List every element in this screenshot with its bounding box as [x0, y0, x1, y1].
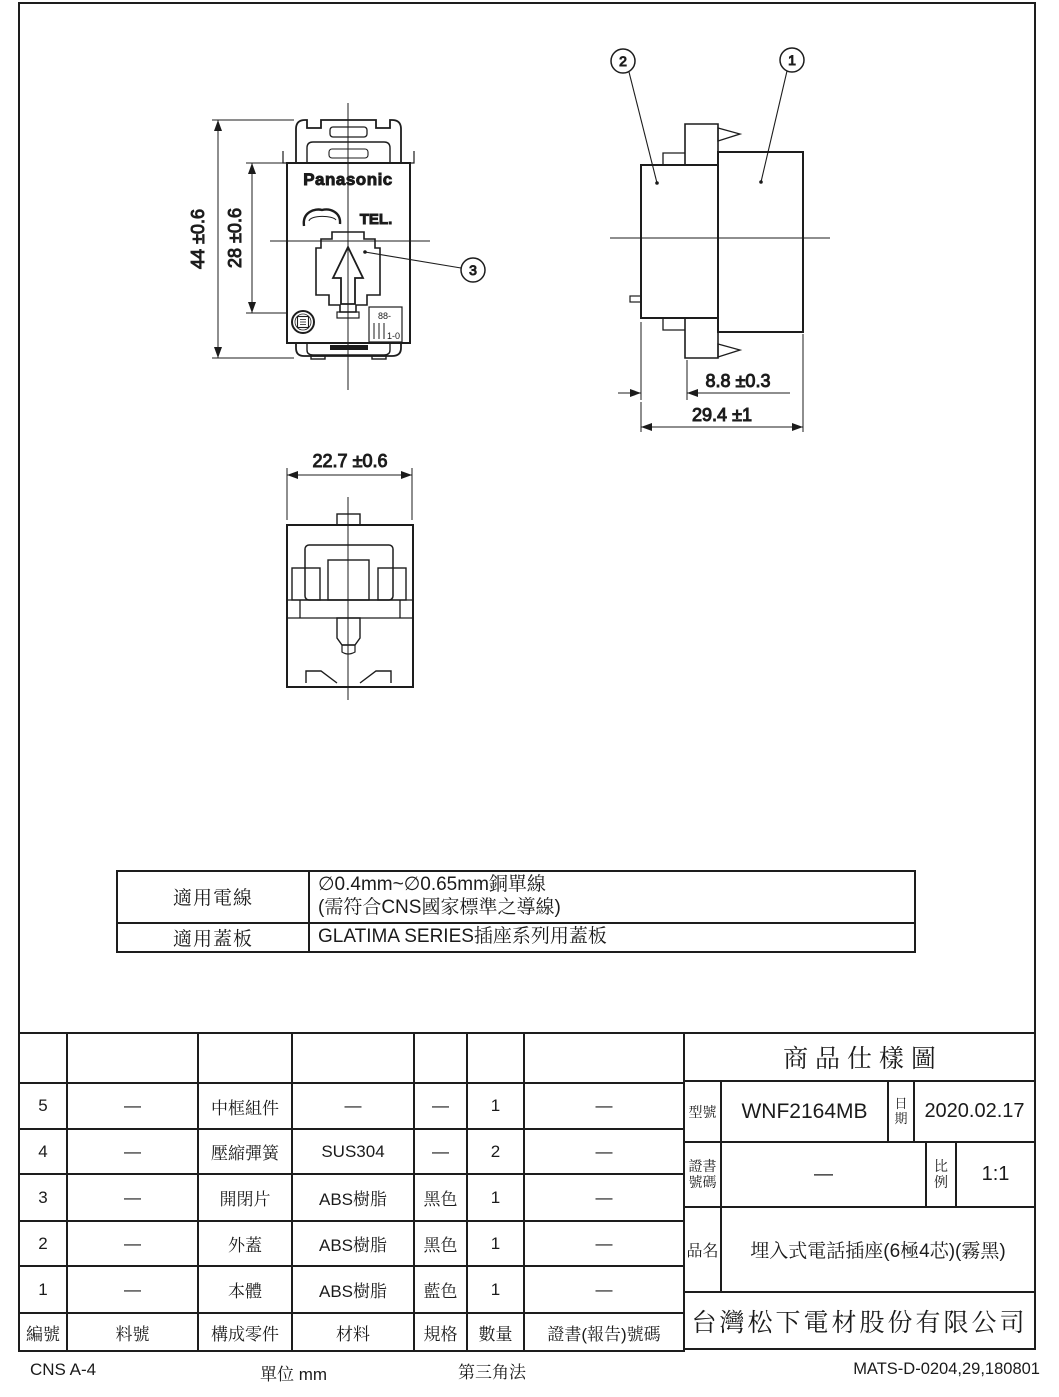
parts-cell: 1	[467, 1083, 524, 1129]
svg-text:88-: 88-	[378, 311, 392, 321]
parts-header-cell: 料號	[67, 1313, 198, 1351]
product-row	[685, 1208, 1034, 1293]
parts-cell: 1	[467, 1174, 524, 1221]
parts-header-cell: 數量	[467, 1313, 524, 1351]
wire-value-line1: ∅0.4mm~∅0.65mm銅單線	[318, 874, 546, 895]
parts-cell: ABS樹脂	[292, 1221, 414, 1266]
svg-text:2: 2	[619, 53, 627, 69]
wire-label: 適用電線	[118, 872, 310, 922]
side-view	[610, 48, 830, 432]
parts-cell: —	[67, 1083, 198, 1129]
parts-cell: 2	[19, 1221, 67, 1266]
parts-cell: 開閉片	[198, 1174, 292, 1221]
parts-cell: SUS304	[292, 1129, 414, 1174]
company-row	[685, 1293, 1034, 1348]
parts-cell: 藍色	[414, 1266, 467, 1313]
application-table	[116, 870, 916, 953]
projection-label: 第三角法	[458, 1363, 526, 1382]
parts-cell	[19, 1033, 67, 1083]
parts-cell: —	[524, 1266, 684, 1313]
parts-row	[19, 1083, 684, 1129]
molded-marking	[369, 307, 402, 342]
parts-cell: —	[414, 1129, 467, 1174]
plate-value: GLATIMA SERIES插座系列用蓋板	[318, 925, 607, 947]
parts-header-cell: 構成零件	[198, 1313, 292, 1351]
parts-cell: —	[524, 1083, 684, 1129]
cert-label: 證書號碼	[688, 1158, 717, 1190]
callout-3	[363, 250, 485, 282]
parts-cell: 2	[467, 1129, 524, 1174]
parts-cell: —	[67, 1221, 198, 1266]
parts-row	[19, 1266, 684, 1313]
parts-cell: 壓縮彈簧	[198, 1129, 292, 1174]
parts-row-empty	[19, 1033, 684, 1083]
parts-cell: 4	[19, 1129, 67, 1174]
application-row-wire	[118, 872, 914, 924]
sheet-title: 商 品 仕 樣 圖	[685, 1034, 1034, 1082]
model-row	[685, 1082, 1034, 1143]
dimension-88	[618, 322, 790, 400]
svg-text:1: 1	[788, 52, 796, 68]
parts-cell: —	[524, 1174, 684, 1221]
dim-28-label: 28 ±0.6	[225, 208, 245, 268]
parts-header-cell: 證書(報告)號碼	[524, 1313, 684, 1351]
parts-cell: 1	[19, 1266, 67, 1313]
parts-header-cell: 編號	[19, 1313, 67, 1351]
dim-294-label: 29.4 ±1	[692, 405, 752, 425]
callout-1	[759, 48, 804, 184]
svg-text:3: 3	[469, 262, 477, 278]
parts-cell	[524, 1033, 684, 1083]
parts-cell: 5	[19, 1083, 67, 1129]
company-name: 台灣松下電材股份有限公司	[691, 1308, 1028, 1337]
title-block	[683, 1032, 1036, 1350]
unit-label: 單位 mm	[260, 1365, 328, 1384]
parts-cell: 1	[467, 1266, 524, 1313]
product-label: 品名	[685, 1208, 722, 1291]
parts-cell: 黑色	[414, 1174, 467, 1221]
plate-label: 適用蓋板	[118, 924, 310, 951]
svg-text:1-0: 1-0	[387, 331, 401, 341]
cert-row	[685, 1143, 1034, 1208]
parts-cell: 1	[467, 1221, 524, 1266]
date-value: 2020.02.17	[924, 1100, 1025, 1122]
parts-header-cell: 規格	[414, 1313, 467, 1351]
date-label: 日期	[894, 1096, 908, 1126]
parts-cell: 黑色	[414, 1221, 467, 1266]
dim-44-label: 44 ±0.6	[188, 209, 208, 269]
handset-icon	[304, 210, 340, 226]
parts-cell: —	[67, 1266, 198, 1313]
parts-row	[19, 1129, 684, 1174]
parts-cell: —	[524, 1221, 684, 1266]
dim-22-label: 22.7 ±0.6	[312, 451, 388, 471]
cert-value: —	[722, 1143, 927, 1206]
parts-row	[19, 1174, 684, 1221]
product-value: 埋入式電話插座(6極4芯)(霧黑)	[750, 1241, 1006, 1262]
parts-header-cell: 材料	[292, 1313, 414, 1351]
dimension-28	[225, 163, 287, 313]
brand-logo-text: Panasonic	[303, 170, 393, 189]
dimension-227	[287, 451, 412, 520]
parts-cell	[67, 1033, 198, 1083]
parts-cell: ABS樹脂	[292, 1266, 414, 1313]
parts-cell: ABS樹脂	[292, 1174, 414, 1221]
parts-cell: 中框組件	[198, 1083, 292, 1129]
parts-cell: 外蓋	[198, 1221, 292, 1266]
tel-label: TEL.	[359, 211, 393, 228]
parts-row	[19, 1221, 684, 1266]
paper-size-label: CNS A-4	[30, 1360, 97, 1379]
parts-cell	[414, 1033, 467, 1083]
parts-cell: —	[414, 1083, 467, 1129]
doc-number: MATS-D-0204,29,180801	[853, 1360, 1040, 1378]
cert-mark-icon	[292, 311, 314, 333]
parts-cell: —	[67, 1174, 198, 1221]
parts-cell: 3	[19, 1174, 67, 1221]
parts-header-row	[19, 1313, 684, 1351]
parts-cell: —	[292, 1083, 414, 1129]
wire-value	[310, 872, 914, 922]
parts-cell: 本體	[198, 1266, 292, 1313]
parts-cell	[198, 1033, 292, 1083]
dim-88-label: 8.8 ±0.3	[705, 371, 771, 391]
front-view	[188, 103, 485, 390]
parts-cell	[467, 1033, 524, 1083]
model-label: 型號	[685, 1082, 722, 1141]
wire-value-line2: (需符合CNS國家標準之導線)	[318, 896, 561, 918]
parts-cell: —	[67, 1129, 198, 1174]
parts-cell	[292, 1033, 414, 1083]
bottom-view	[287, 451, 413, 700]
scale-value: 1:1	[981, 1163, 1010, 1185]
application-row-plate	[118, 924, 914, 951]
model-value: WNF2164MB	[722, 1082, 889, 1141]
parts-table	[18, 1032, 685, 1352]
scale-label: 比例	[933, 1158, 948, 1190]
parts-cell: —	[524, 1129, 684, 1174]
